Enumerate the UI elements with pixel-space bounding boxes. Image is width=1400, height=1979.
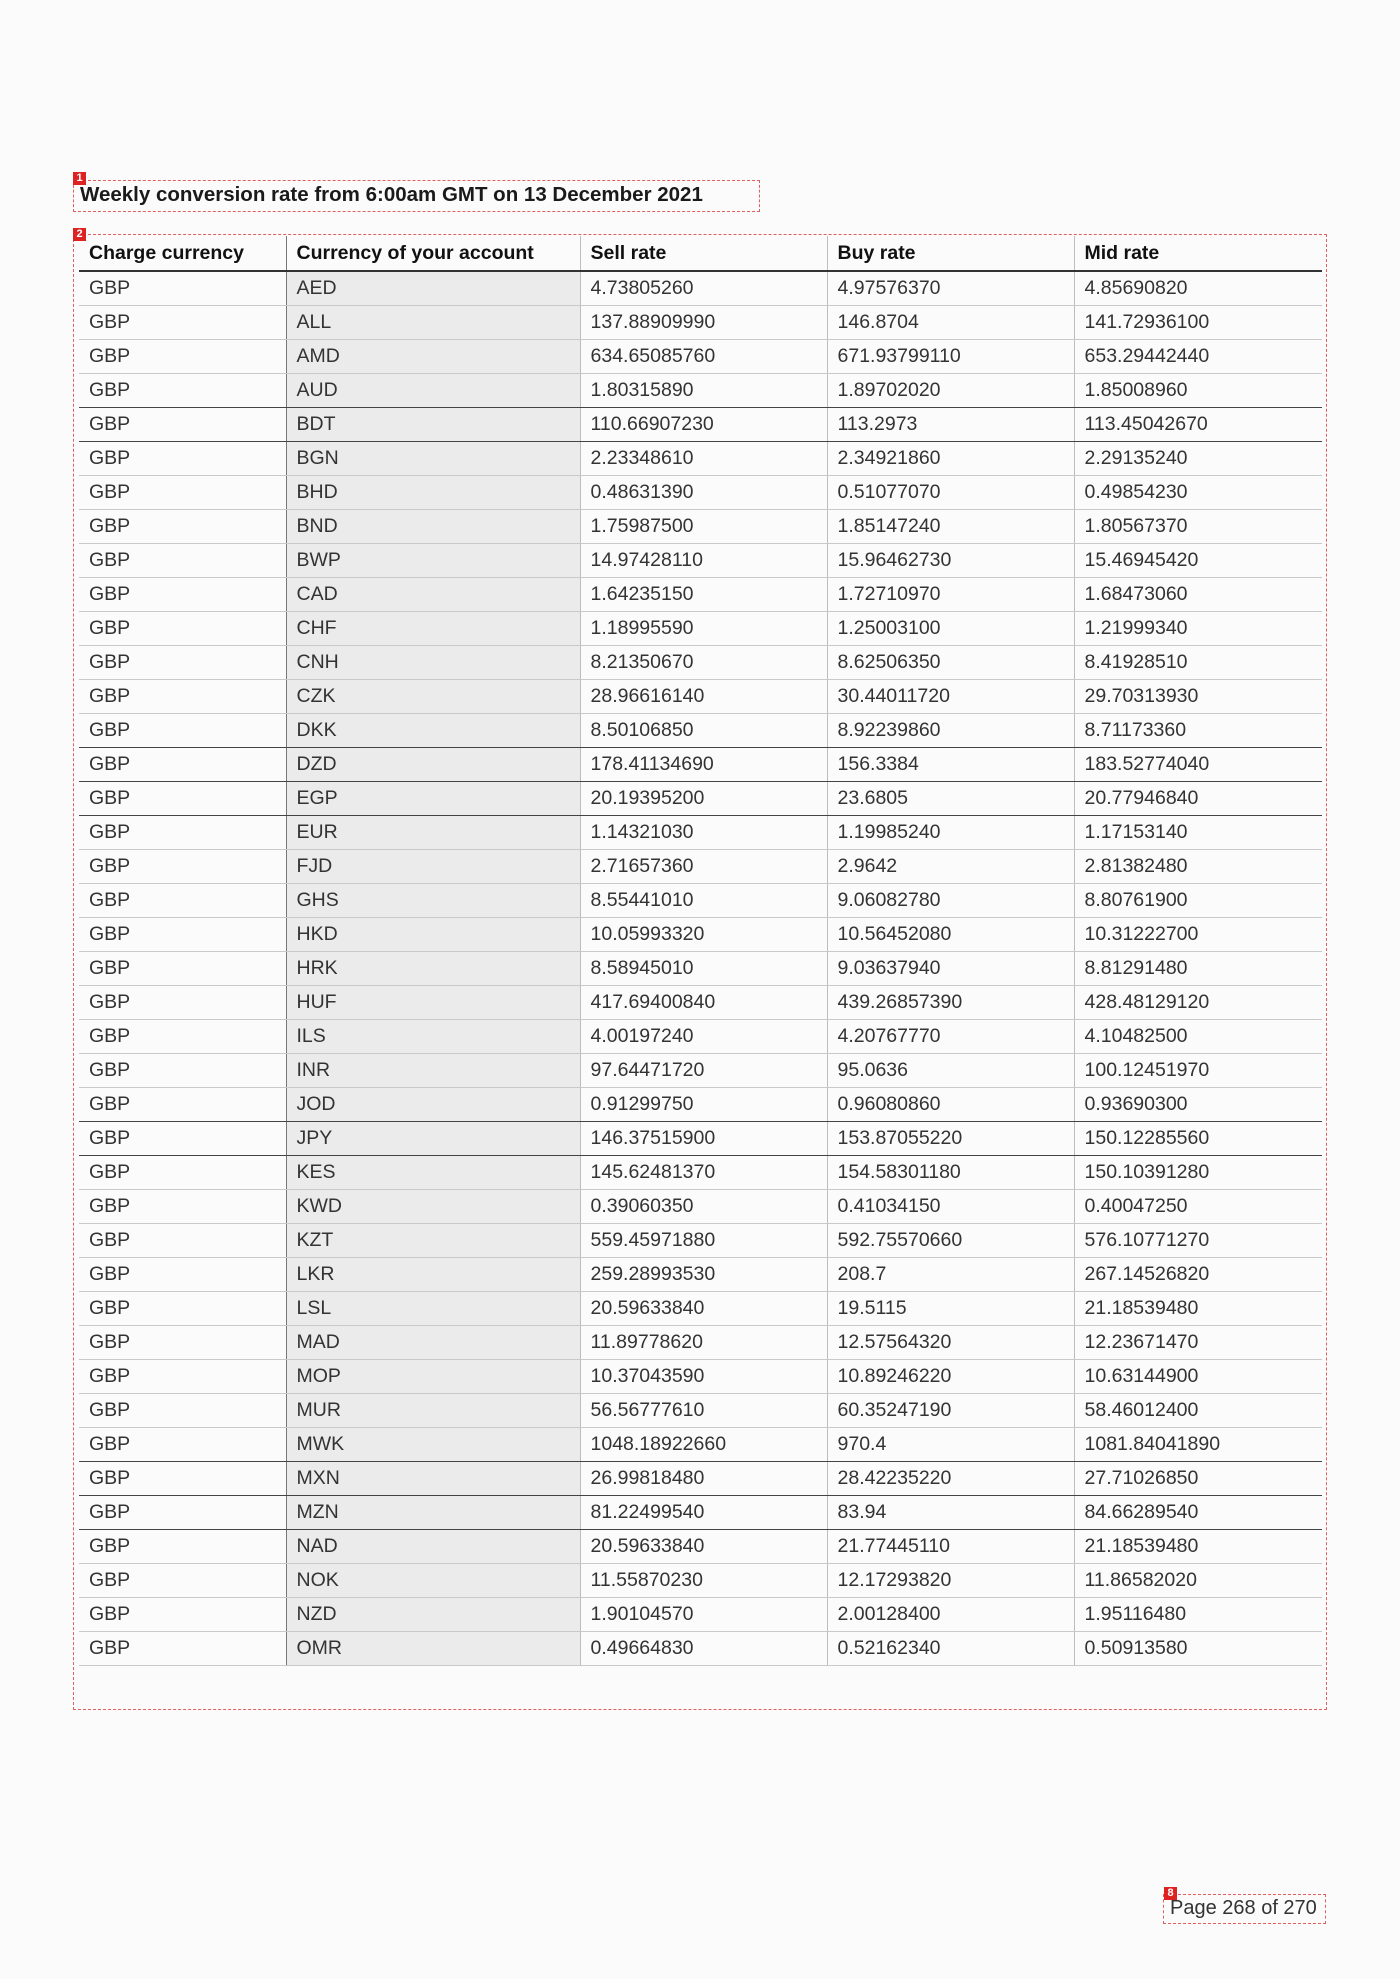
table-row: [79, 509, 1322, 543]
page-title: Weekly conversion rate from 6:00am GMT on 13 December 2021: [80, 183, 703, 206]
charge-currency-cell: GBP: [79, 1223, 286, 1257]
account-currency-cell: KZT: [286, 1223, 580, 1257]
table-row: [79, 1223, 1322, 1257]
sell-rate-cell: 20.59633840: [580, 1529, 827, 1563]
charge-currency-cell: GBP: [79, 713, 286, 747]
mid-rate-cell: 1.85008960: [1074, 373, 1322, 407]
charge-currency-cell: GBP: [79, 1631, 286, 1665]
table-row: [79, 475, 1322, 509]
table-row: [79, 747, 1322, 781]
charge-currency-cell: GBP: [79, 985, 286, 1019]
buy-rate-cell: 8.92239860: [827, 713, 1074, 747]
buy-rate-cell: 8.62506350: [827, 645, 1074, 679]
charge-currency-cell: GBP: [79, 1359, 286, 1393]
account-currency-cell: EGP: [286, 781, 580, 815]
sell-rate-cell: 56.56777610: [580, 1393, 827, 1427]
table-row: [79, 645, 1322, 679]
account-currency-cell: HUF: [286, 985, 580, 1019]
charge-currency-cell: GBP: [79, 1495, 286, 1529]
table-row: [79, 1325, 1322, 1359]
table-row: [79, 1087, 1322, 1121]
buy-rate-cell: 592.75570660: [827, 1223, 1074, 1257]
account-currency-cell: AUD: [286, 373, 580, 407]
table-row: [79, 339, 1322, 373]
sell-rate-cell: 559.45971880: [580, 1223, 827, 1257]
buy-rate-cell: 10.56452080: [827, 917, 1074, 951]
sell-rate-cell: 10.05993320: [580, 917, 827, 951]
buy-rate-cell: 671.93799110: [827, 339, 1074, 373]
buy-rate-cell: 30.44011720: [827, 679, 1074, 713]
table-row: [79, 1529, 1322, 1563]
account-currency-cell: KES: [286, 1155, 580, 1189]
table-row: [79, 1257, 1322, 1291]
charge-currency-cell: GBP: [79, 1393, 286, 1427]
account-currency-cell: DKK: [286, 713, 580, 747]
account-currency-cell: NOK: [286, 1563, 580, 1597]
account-currency-cell: MWK: [286, 1427, 580, 1461]
mid-rate-cell: 20.77946840: [1074, 781, 1322, 815]
mid-rate-cell: 4.85690820: [1074, 271, 1322, 305]
mid-rate-cell: 0.40047250: [1074, 1189, 1322, 1223]
charge-currency-cell: GBP: [79, 679, 286, 713]
account-currency-cell: AED: [286, 271, 580, 305]
mid-rate-cell: 27.71026850: [1074, 1461, 1322, 1495]
buy-rate-cell: 154.58301180: [827, 1155, 1074, 1189]
sell-rate-cell: 0.48631390: [580, 475, 827, 509]
table-row: [79, 985, 1322, 1019]
table-row: [79, 1461, 1322, 1495]
account-currency-cell: JPY: [286, 1121, 580, 1155]
sell-rate-cell: 137.88909990: [580, 305, 827, 339]
mid-rate-cell: 10.63144900: [1074, 1359, 1322, 1393]
account-currency-cell: FJD: [286, 849, 580, 883]
buy-rate-cell: 0.41034150: [827, 1189, 1074, 1223]
sell-rate-cell: 11.55870230: [580, 1563, 827, 1597]
conversion-rate-table: [79, 236, 1322, 1666]
table-row: [79, 373, 1322, 407]
mid-rate-cell: 1.17153140: [1074, 815, 1322, 849]
mid-rate-cell: 8.71173360: [1074, 713, 1322, 747]
charge-currency-cell: GBP: [79, 781, 286, 815]
table-row: [79, 1427, 1322, 1461]
buy-rate-cell: 156.3384: [827, 747, 1074, 781]
buy-rate-cell: 10.89246220: [827, 1359, 1074, 1393]
mid-rate-cell: 4.10482500: [1074, 1019, 1322, 1053]
page-number: Page 268 of 270: [1170, 1897, 1317, 1919]
table-row: [79, 441, 1322, 475]
header-mid-rate: Mid rate: [1074, 236, 1322, 271]
sell-rate-cell: 97.64471720: [580, 1053, 827, 1087]
charge-currency-cell: GBP: [79, 407, 286, 441]
table-row: [79, 1291, 1322, 1325]
charge-currency-cell: GBP: [79, 1427, 286, 1461]
charge-currency-cell: GBP: [79, 1189, 286, 1223]
table-row: [79, 271, 1322, 305]
table-row: [79, 543, 1322, 577]
account-currency-cell: MZN: [286, 1495, 580, 1529]
mid-rate-cell: 11.86582020: [1074, 1563, 1322, 1597]
mid-rate-cell: 1.95116480: [1074, 1597, 1322, 1631]
sell-rate-cell: 1.64235150: [580, 577, 827, 611]
table-row: [79, 1597, 1322, 1631]
sell-rate-cell: 26.99818480: [580, 1461, 827, 1495]
charge-currency-cell: GBP: [79, 883, 286, 917]
sell-rate-cell: 110.66907230: [580, 407, 827, 441]
header-account-currency: Currency of your account: [286, 236, 580, 271]
buy-rate-cell: 146.8704: [827, 305, 1074, 339]
sell-rate-cell: 20.59633840: [580, 1291, 827, 1325]
sell-rate-cell: 1048.18922660: [580, 1427, 827, 1461]
mid-rate-cell: 141.72936100: [1074, 305, 1322, 339]
mid-rate-cell: 1.21999340: [1074, 611, 1322, 645]
table-row: [79, 815, 1322, 849]
account-currency-cell: HKD: [286, 917, 580, 951]
account-currency-cell: ALL: [286, 305, 580, 339]
sell-rate-cell: 20.19395200: [580, 781, 827, 815]
charge-currency-cell: GBP: [79, 1121, 286, 1155]
table-row: [79, 1155, 1322, 1189]
account-currency-cell: LKR: [286, 1257, 580, 1291]
buy-rate-cell: 153.87055220: [827, 1121, 1074, 1155]
account-currency-cell: NAD: [286, 1529, 580, 1563]
buy-rate-cell: 95.0636: [827, 1053, 1074, 1087]
mid-rate-cell: 183.52774040: [1074, 747, 1322, 781]
account-currency-cell: MXN: [286, 1461, 580, 1495]
mid-rate-cell: 8.81291480: [1074, 951, 1322, 985]
mid-rate-cell: 150.12285560: [1074, 1121, 1322, 1155]
mid-rate-cell: 21.18539480: [1074, 1529, 1322, 1563]
buy-rate-cell: 12.17293820: [827, 1563, 1074, 1597]
sell-rate-cell: 1.14321030: [580, 815, 827, 849]
buy-rate-cell: 2.00128400: [827, 1597, 1074, 1631]
buy-rate-cell: 970.4: [827, 1427, 1074, 1461]
account-currency-cell: BND: [286, 509, 580, 543]
table-row: [79, 917, 1322, 951]
table-row: [79, 883, 1322, 917]
table-row: [79, 1019, 1322, 1053]
table-row: [79, 611, 1322, 645]
charge-currency-cell: GBP: [79, 1087, 286, 1121]
sell-rate-cell: 1.75987500: [580, 509, 827, 543]
mid-rate-cell: 10.31222700: [1074, 917, 1322, 951]
mid-rate-cell: 113.45042670: [1074, 407, 1322, 441]
buy-rate-cell: 19.5115: [827, 1291, 1074, 1325]
mid-rate-cell: 84.66289540: [1074, 1495, 1322, 1529]
sell-rate-cell: 8.55441010: [580, 883, 827, 917]
buy-rate-cell: 0.51077070: [827, 475, 1074, 509]
account-currency-cell: BHD: [286, 475, 580, 509]
sell-rate-cell: 1.90104570: [580, 1597, 827, 1631]
account-currency-cell: LSL: [286, 1291, 580, 1325]
sell-rate-cell: 14.97428110: [580, 543, 827, 577]
sell-rate-cell: 1.80315890: [580, 373, 827, 407]
account-currency-cell: GHS: [286, 883, 580, 917]
sell-rate-cell: 178.41134690: [580, 747, 827, 781]
buy-rate-cell: 4.20767770: [827, 1019, 1074, 1053]
sell-rate-cell: 2.23348610: [580, 441, 827, 475]
charge-currency-cell: GBP: [79, 577, 286, 611]
charge-currency-cell: GBP: [79, 305, 286, 339]
mid-rate-cell: 150.10391280: [1074, 1155, 1322, 1189]
sell-rate-cell: 634.65085760: [580, 339, 827, 373]
charge-currency-cell: GBP: [79, 1257, 286, 1291]
table-row: [79, 781, 1322, 815]
sell-rate-cell: 0.91299750: [580, 1087, 827, 1121]
charge-currency-cell: GBP: [79, 849, 286, 883]
buy-rate-cell: 4.97576370: [827, 271, 1074, 305]
account-currency-cell: OMR: [286, 1631, 580, 1665]
mid-rate-cell: 29.70313930: [1074, 679, 1322, 713]
table-row: [79, 1393, 1322, 1427]
buy-rate-cell: 0.96080860: [827, 1087, 1074, 1121]
buy-rate-cell: 9.03637940: [827, 951, 1074, 985]
table-header-row: [79, 236, 1322, 271]
account-currency-cell: NZD: [286, 1597, 580, 1631]
header-charge-currency: Charge currency: [79, 236, 286, 271]
account-currency-cell: BDT: [286, 407, 580, 441]
table-row: [79, 1189, 1322, 1223]
mid-rate-cell: 267.14526820: [1074, 1257, 1322, 1291]
sell-rate-cell: 2.71657360: [580, 849, 827, 883]
table-row: [79, 849, 1322, 883]
buy-rate-cell: 28.42235220: [827, 1461, 1074, 1495]
charge-currency-cell: GBP: [79, 1461, 286, 1495]
account-currency-cell: AMD: [286, 339, 580, 373]
sell-rate-cell: 4.00197240: [580, 1019, 827, 1053]
sell-rate-cell: 11.89778620: [580, 1325, 827, 1359]
buy-rate-cell: 1.85147240: [827, 509, 1074, 543]
buy-rate-cell: 9.06082780: [827, 883, 1074, 917]
charge-currency-cell: GBP: [79, 1325, 286, 1359]
table-row: [79, 577, 1322, 611]
mid-rate-cell: 653.29442440: [1074, 339, 1322, 373]
mid-rate-cell: 12.23671470: [1074, 1325, 1322, 1359]
sell-rate-cell: 81.22499540: [580, 1495, 827, 1529]
sell-rate-cell: 146.37515900: [580, 1121, 827, 1155]
charge-currency-cell: GBP: [79, 815, 286, 849]
account-currency-cell: CAD: [286, 577, 580, 611]
charge-currency-cell: GBP: [79, 645, 286, 679]
account-currency-cell: MAD: [286, 1325, 580, 1359]
footer-region-marker: 8: [1164, 1887, 1177, 1900]
sell-rate-cell: 10.37043590: [580, 1359, 827, 1393]
table-row: [79, 1495, 1322, 1529]
mid-rate-cell: 8.80761900: [1074, 883, 1322, 917]
mid-rate-cell: 0.93690300: [1074, 1087, 1322, 1121]
account-currency-cell: CNH: [286, 645, 580, 679]
table-row: [79, 951, 1322, 985]
buy-rate-cell: 113.2973: [827, 407, 1074, 441]
charge-currency-cell: GBP: [79, 747, 286, 781]
buy-rate-cell: 1.25003100: [827, 611, 1074, 645]
table-body: [79, 271, 1322, 1665]
table-row: [79, 713, 1322, 747]
sell-rate-cell: 0.39060350: [580, 1189, 827, 1223]
buy-rate-cell: 21.77445110: [827, 1529, 1074, 1563]
charge-currency-cell: GBP: [79, 1529, 286, 1563]
sell-rate-cell: 145.62481370: [580, 1155, 827, 1189]
account-currency-cell: MOP: [286, 1359, 580, 1393]
sell-rate-cell: 28.96616140: [580, 679, 827, 713]
sell-rate-cell: 8.50106850: [580, 713, 827, 747]
account-currency-cell: CHF: [286, 611, 580, 645]
buy-rate-cell: 439.26857390: [827, 985, 1074, 1019]
table-row: [79, 305, 1322, 339]
mid-rate-cell: 1.80567370: [1074, 509, 1322, 543]
charge-currency-cell: GBP: [79, 543, 286, 577]
table-row: [79, 1631, 1322, 1665]
mid-rate-cell: 2.29135240: [1074, 441, 1322, 475]
mid-rate-cell: 8.41928510: [1074, 645, 1322, 679]
charge-currency-cell: GBP: [79, 1019, 286, 1053]
mid-rate-cell: 576.10771270: [1074, 1223, 1322, 1257]
buy-rate-cell: 1.19985240: [827, 815, 1074, 849]
mid-rate-cell: 21.18539480: [1074, 1291, 1322, 1325]
charge-currency-cell: GBP: [79, 441, 286, 475]
table-row: [79, 407, 1322, 441]
mid-rate-cell: 428.48129120: [1074, 985, 1322, 1019]
charge-currency-cell: GBP: [79, 1291, 286, 1325]
charge-currency-cell: GBP: [79, 1563, 286, 1597]
title-region-marker: 1: [73, 172, 86, 185]
table-row: [79, 1563, 1322, 1597]
account-currency-cell: MUR: [286, 1393, 580, 1427]
account-currency-cell: KWD: [286, 1189, 580, 1223]
account-currency-cell: HRK: [286, 951, 580, 985]
table-row: [79, 679, 1322, 713]
charge-currency-cell: GBP: [79, 611, 286, 645]
sell-rate-cell: 8.21350670: [580, 645, 827, 679]
mid-rate-cell: 100.12451970: [1074, 1053, 1322, 1087]
buy-rate-cell: 1.89702020: [827, 373, 1074, 407]
charge-currency-cell: GBP: [79, 339, 286, 373]
charge-currency-cell: GBP: [79, 951, 286, 985]
sell-rate-cell: 259.28993530: [580, 1257, 827, 1291]
header-sell-rate: Sell rate: [580, 236, 827, 271]
charge-currency-cell: GBP: [79, 475, 286, 509]
header-buy-rate: Buy rate: [827, 236, 1074, 271]
account-currency-cell: ILS: [286, 1019, 580, 1053]
mid-rate-cell: 0.50913580: [1074, 1631, 1322, 1665]
buy-rate-cell: 12.57564320: [827, 1325, 1074, 1359]
account-currency-cell: EUR: [286, 815, 580, 849]
sell-rate-cell: 4.73805260: [580, 271, 827, 305]
buy-rate-cell: 60.35247190: [827, 1393, 1074, 1427]
buy-rate-cell: 0.52162340: [827, 1631, 1074, 1665]
buy-rate-cell: 15.96462730: [827, 543, 1074, 577]
sell-rate-cell: 417.69400840: [580, 985, 827, 1019]
table-row: [79, 1359, 1322, 1393]
mid-rate-cell: 15.46945420: [1074, 543, 1322, 577]
table-row: [79, 1053, 1322, 1087]
sell-rate-cell: 0.49664830: [580, 1631, 827, 1665]
mid-rate-cell: 1.68473060: [1074, 577, 1322, 611]
buy-rate-cell: 2.9642: [827, 849, 1074, 883]
buy-rate-cell: 2.34921860: [827, 441, 1074, 475]
mid-rate-cell: 1081.84041890: [1074, 1427, 1322, 1461]
account-currency-cell: DZD: [286, 747, 580, 781]
charge-currency-cell: GBP: [79, 917, 286, 951]
charge-currency-cell: GBP: [79, 1597, 286, 1631]
charge-currency-cell: GBP: [79, 1155, 286, 1189]
charge-currency-cell: GBP: [79, 373, 286, 407]
account-currency-cell: CZK: [286, 679, 580, 713]
charge-currency-cell: GBP: [79, 1053, 286, 1087]
mid-rate-cell: 0.49854230: [1074, 475, 1322, 509]
account-currency-cell: JOD: [286, 1087, 580, 1121]
sell-rate-cell: 8.58945010: [580, 951, 827, 985]
buy-rate-cell: 23.6805: [827, 781, 1074, 815]
charge-currency-cell: GBP: [79, 271, 286, 305]
account-currency-cell: BGN: [286, 441, 580, 475]
mid-rate-cell: 58.46012400: [1074, 1393, 1322, 1427]
buy-rate-cell: 1.72710970: [827, 577, 1074, 611]
charge-currency-cell: GBP: [79, 509, 286, 543]
buy-rate-cell: 83.94: [827, 1495, 1074, 1529]
table-region-marker: 2: [73, 228, 86, 241]
account-currency-cell: INR: [286, 1053, 580, 1087]
account-currency-cell: BWP: [286, 543, 580, 577]
buy-rate-cell: 208.7: [827, 1257, 1074, 1291]
mid-rate-cell: 2.81382480: [1074, 849, 1322, 883]
table-row: [79, 1121, 1322, 1155]
sell-rate-cell: 1.18995590: [580, 611, 827, 645]
